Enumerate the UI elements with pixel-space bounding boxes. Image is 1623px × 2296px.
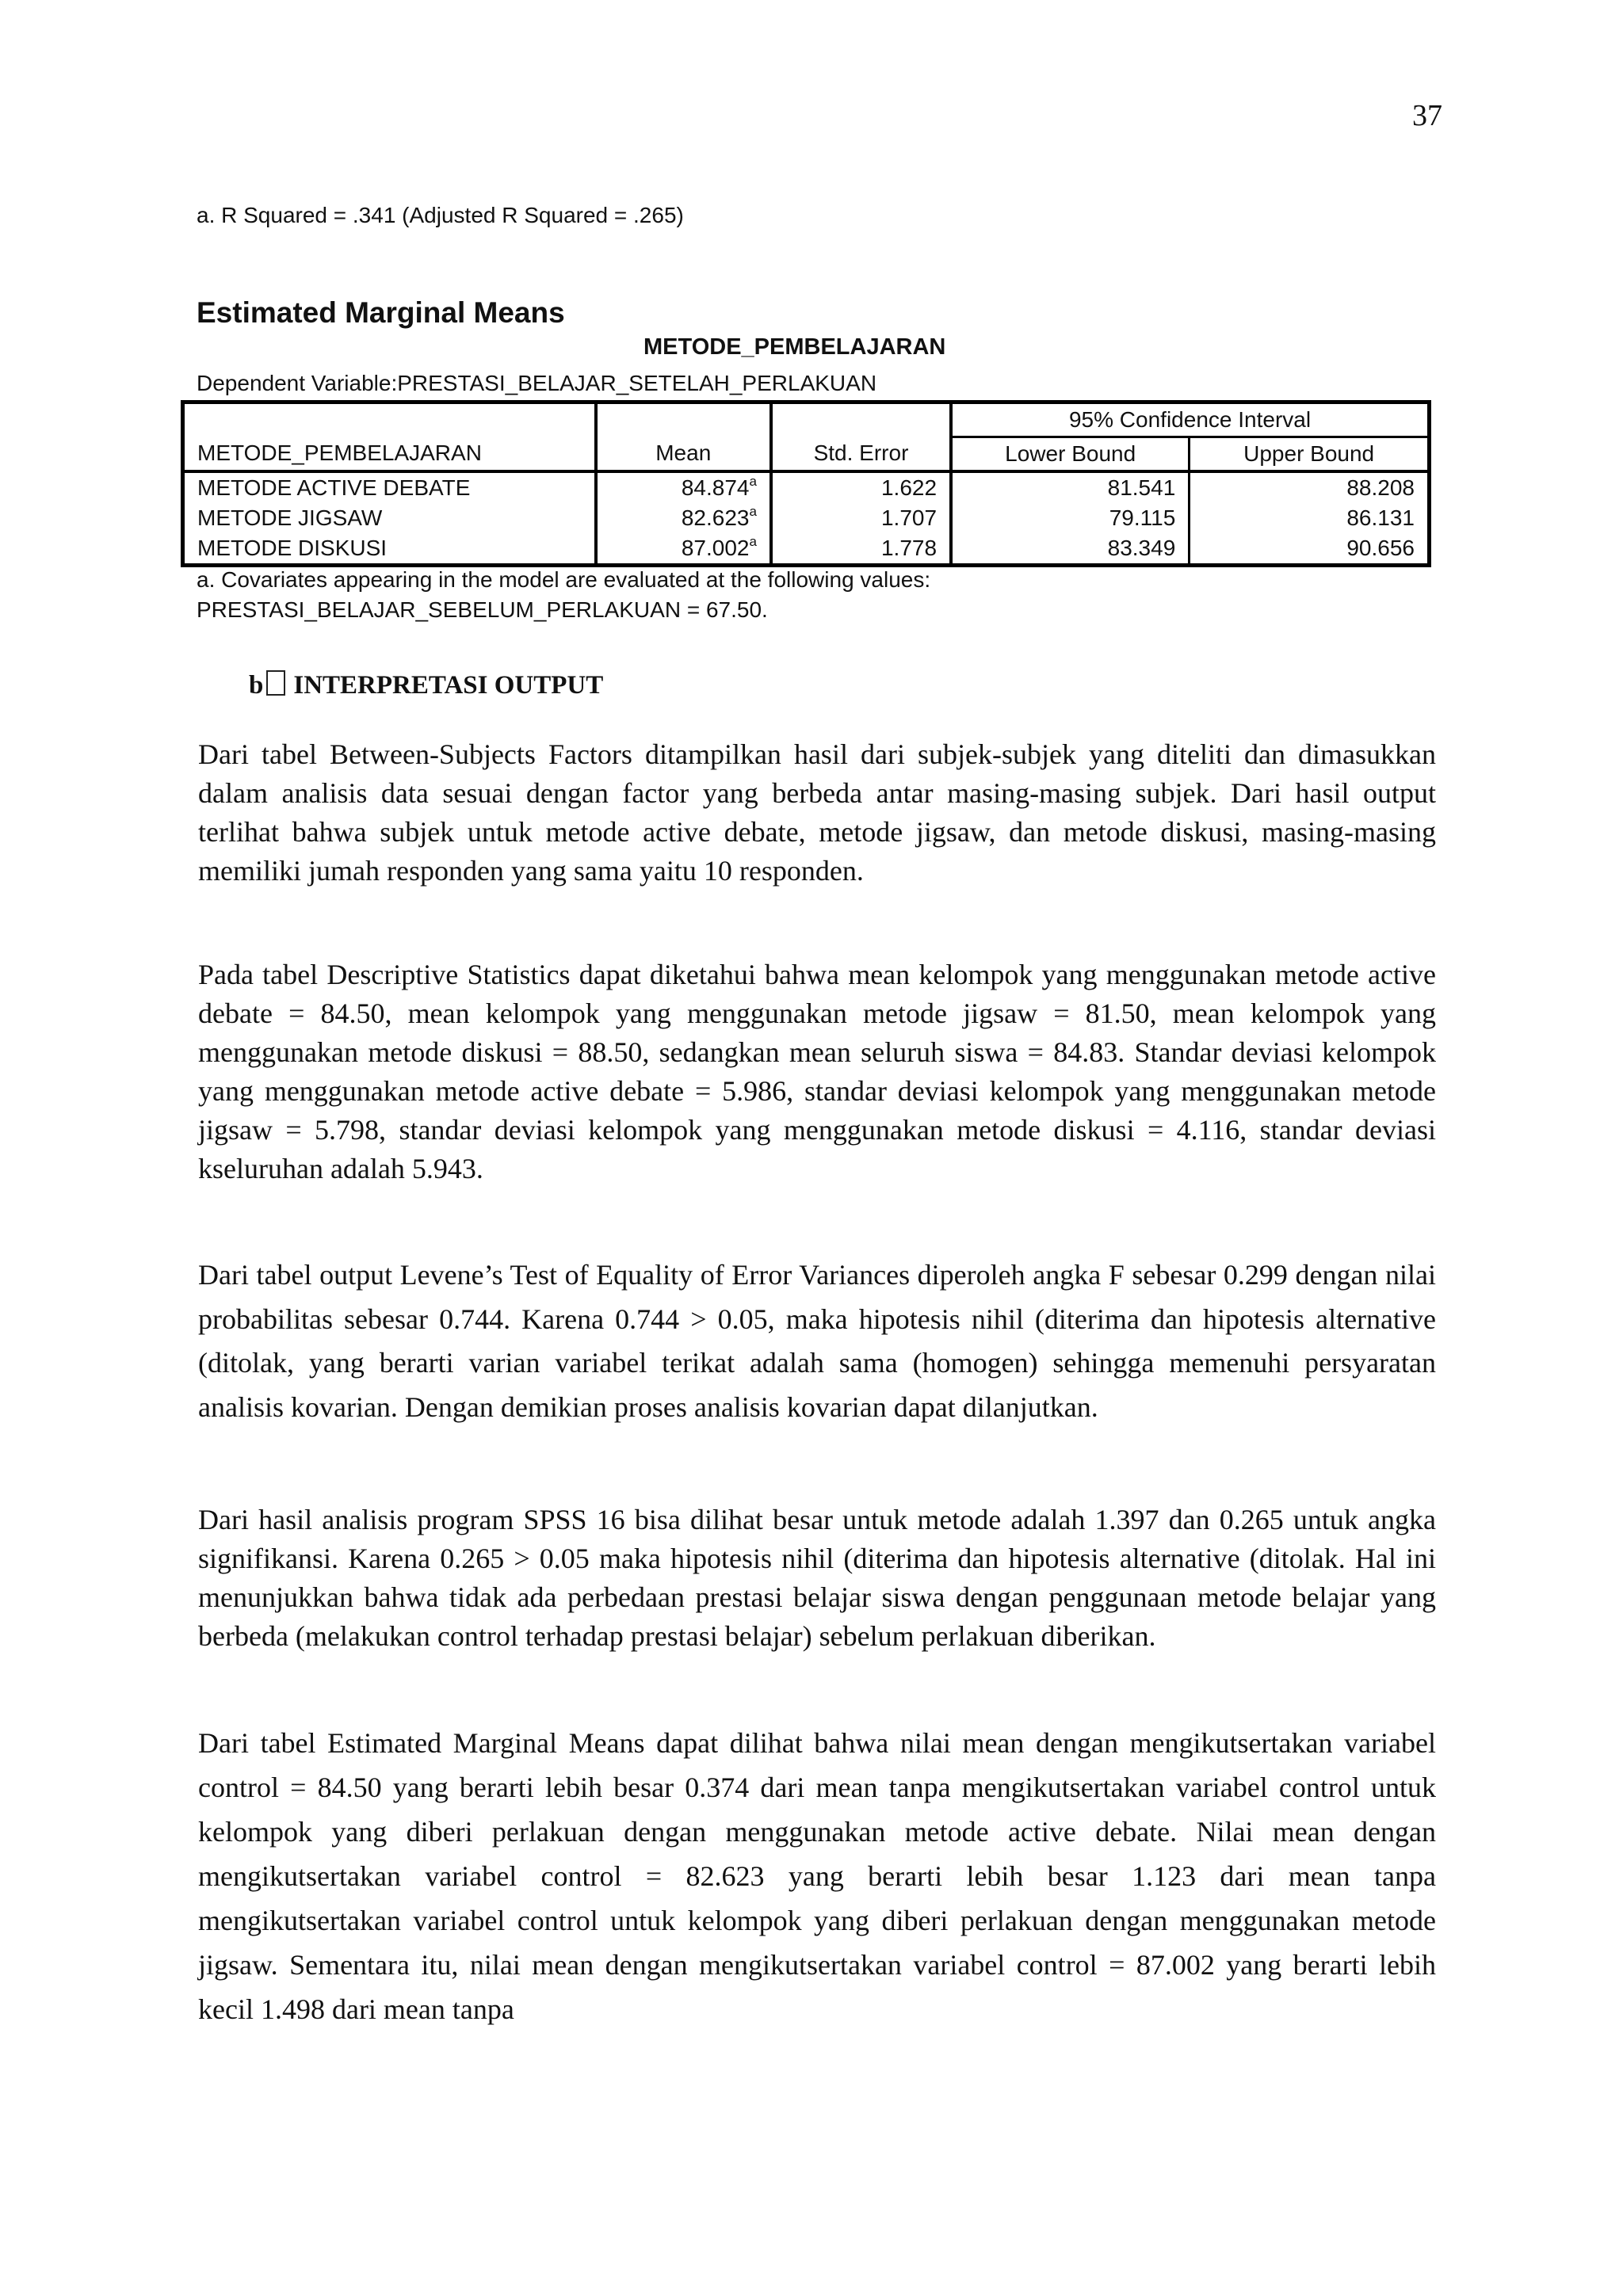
estimated-marginal-means-table	[181, 400, 1431, 567]
upper-bound-cell: 90.656	[1190, 533, 1430, 566]
section-heading: Estimated Marginal Means	[197, 296, 565, 329]
footnote-line: PRESTASI_BELAJAR_SEBELUM_PERLAKUAN = 67.50.	[197, 597, 768, 622]
lower-bound-cell: 79.115	[951, 503, 1190, 533]
upper-bound-cell: 86.131	[1190, 503, 1430, 533]
paragraph: Pada tabel Descriptive Statistics dapat diketahui bahwa mean kelompok yang menggunakan metode active debate = 84.50, mean kelompok yang menggunakan metode jigsaw = 81.50, mean kelompok yang menggunakan metode diskusi = 88.50, sedangkan mean seluruh siswa = 84.83. Standar deviasi kelompok yang menggunakan metode active debate = 5.986, standar deviasi kelompok yang menggunakan metode jigsaw = 5.798, standar deviasi kelompok yang menggunakan metode diskusi = 4.116, standar deviasi kseluruhan adalah 5.943.	[198, 959, 1436, 1184]
column-header-std-error: Std. Error	[771, 437, 951, 472]
method-cell: METODE JIGSAW	[197, 505, 383, 530]
footnote-line: a. Covariates appearing in the model are evaluated at the following values:	[197, 567, 931, 592]
std-error-cell: 1.622	[771, 471, 951, 503]
paragraph: Dari tabel Estimated Marginal Means dapat dilihat bahwa nilai mean dengan mengikutsertakan variabel control = 84.50 yang berarti lebih besar 0.374 dari mean tanpa mengikutsertakan variabel control untuk kelompok yang diberi perlakuan dengan menggunakan metode active debate. Nilai mean dengan mengikutsertakan variabel control = 82.623 yang berarti lebih besar 1.123 dari mean tanpa mengikutsertakan variabel control untuk kelompok yang diberi perlakuan dengan menggunakan metode jigsaw. Sementara itu, nilai mean dengan mengikutsertakan variabel control = 87.002 yang berarti lebih kecil 1.498 dari mean tanpa	[198, 1727, 1436, 2025]
table-row	[183, 471, 1430, 503]
method-cell: METODE ACTIVE DEBATE	[197, 475, 471, 500]
paragraph: Dari hasil analisis program SPSS 16 bisa dilihat besar untuk metode adalah 1.397 dan 0.265 untuk angka signifikansi. Karena 0.265 > 0.05 maka hipotesis nihil (diterima dan hipotesis alternative (ditolak. Hal ini menunjukkan bahwa tidak ada perbedaan prestasi belajar siswa dengan penggunaan metode belajar yang berbeda (melakukan control terhadap prestasi belajar) sebelum perlakuan diberikan.	[198, 1504, 1436, 1652]
column-header-method: METODE_PEMBELAJARAN	[183, 437, 596, 472]
mean-cell: 87.002$^a$	[596, 533, 771, 566]
std-error-cell: 1.778	[771, 533, 951, 566]
interpretation-heading	[249, 670, 603, 700]
column-header-mean: Mean	[596, 437, 771, 472]
method-cell: METODE DISKUSI	[197, 536, 388, 560]
list-marker: b	[249, 671, 264, 700]
missing-glyph-icon	[266, 670, 285, 696]
column-header-lower-bound: Lower Bound	[951, 437, 1190, 472]
dependent-variable-label: Dependent Variable:PRESTASI_BELAJAR_SETELAH_PERLAKUAN	[197, 371, 877, 395]
mean-cell: 82.623$^a$	[596, 503, 771, 533]
lower-bound-cell: 83.349	[951, 533, 1190, 566]
column-header-upper-bound: Upper Bound	[1190, 437, 1430, 472]
table-corner-cell	[183, 402, 596, 437]
page-number: 37	[1412, 99, 1442, 132]
lower-bound-cell: 81.541	[951, 471, 1190, 503]
r-squared-note: a. R Squared = .341 (Adjusted R Squared = .265)	[197, 203, 684, 227]
table-blank-header	[596, 402, 771, 437]
ci-header: 95% Confidence Interval	[951, 402, 1429, 437]
std-error-cell: 1.707	[771, 503, 951, 533]
table-row	[183, 503, 1430, 533]
interpretation-title: INTERPRETASI OUTPUT	[293, 671, 604, 700]
paragraph: Dari tabel Between-Subjects Factors ditampilkan hasil dari subjek-subjek yang diteliti dan dimasukkan dalam analisis data sesuai dengan factor yang berbeda antar masing-masing subjek. Dari hasil output terlihat bahwa subjek untuk metode active debate, metode jigsaw, dan metode diskusi, masing-masing memiliki jumah responden yang sama yaitu 10 responden.	[198, 738, 1436, 887]
table-blank-header	[771, 402, 951, 437]
covariates-footnote	[197, 565, 930, 625]
paragraph: Dari tabel output Levene’s Test of Equality of Error Variances diperoleh angka F sebesar 0.299 dengan nilai probabilitas sebesar 0.744. Karena 0.744 > 0.05, maka hipotesis nihil (diterima dan hipotesis alternative (ditolak, yang berarti varian variabel terikat adalah sama (homogen) sehingga memenuhi persyaratan analisis kovarian. Dengan demikian proses analisis kovarian dapat dilanjutkan.	[198, 1259, 1436, 1423]
table-row	[183, 533, 1430, 566]
upper-bound-cell: 88.208	[1190, 471, 1430, 503]
mean-cell: 84.874$^a$	[596, 471, 771, 503]
table-title: METODE_PEMBELAJARAN	[643, 334, 946, 360]
